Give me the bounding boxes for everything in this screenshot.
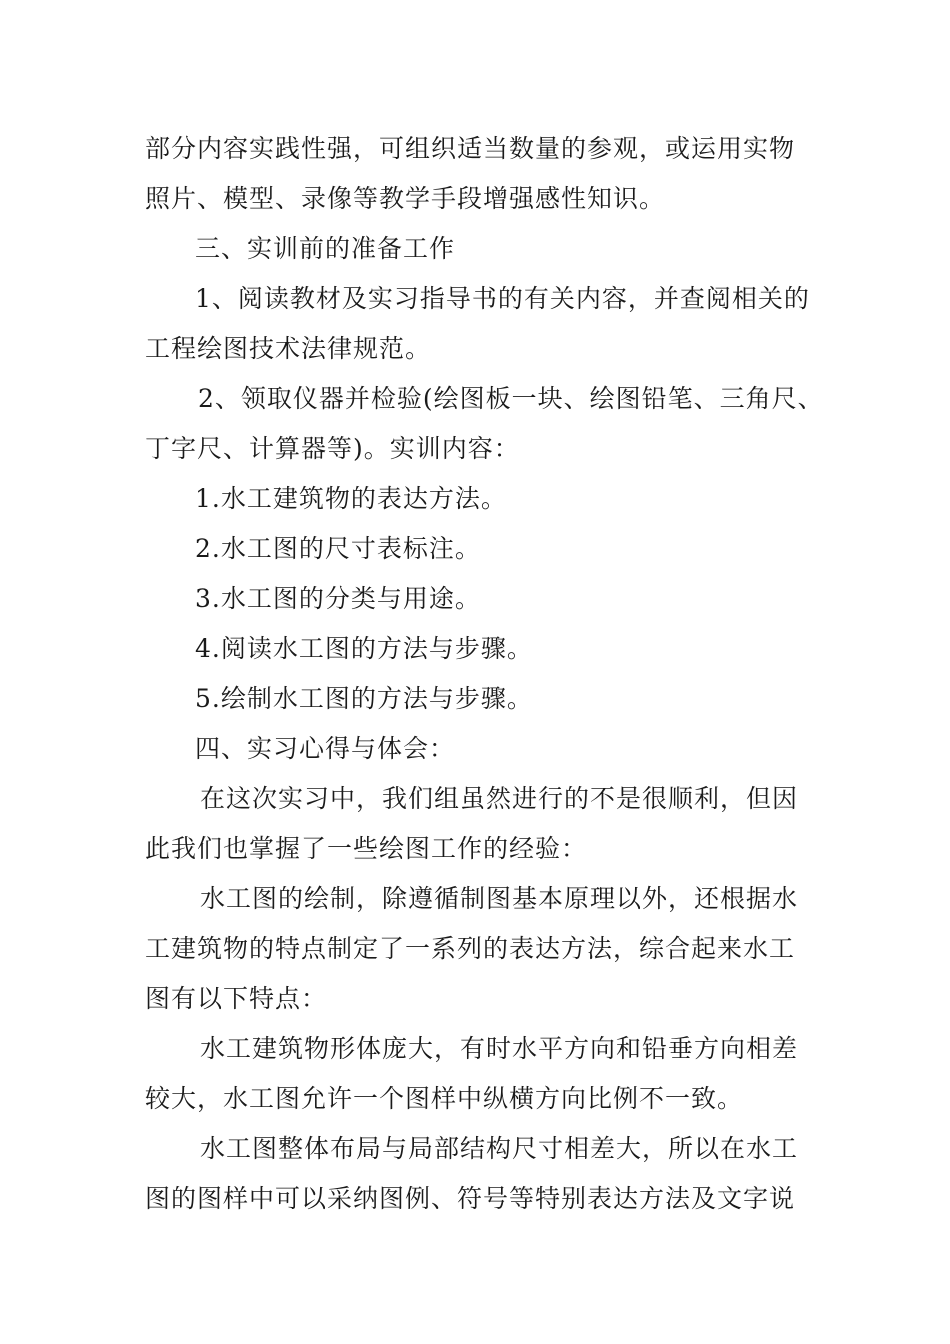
text-line: 部分内容实践性强，可组织适当数量的参观，或运用实物 (145, 134, 796, 163)
text-line: 丁字尺、计算器等)。实训内容： (145, 434, 520, 463)
text-line: 在这次实习中，我们组虽然进行的不是很顺利，但因 (200, 784, 799, 813)
text-line: 此我们也掌握了一些绘图工作的经验： (145, 834, 588, 863)
text-line: 水工建筑物形体庞大，有时水平方向和铅垂方向相差 (200, 1034, 799, 1063)
list-item: 5.绘制水工图的方法与步骤。 (195, 684, 533, 713)
text-line: 图的图样中可以采纳图例、符号等特别表达方法及文字说 (145, 1184, 796, 1213)
text-line: 较大，水工图允许一个图样中纵横方向比例不一致。 (145, 1084, 744, 1113)
section-heading: 四、实习心得与体会： (195, 734, 456, 763)
section-heading: 三、实训前的准备工作 (195, 234, 456, 263)
text-line: 工建筑物的特点制定了一系列的表达方法，综合起来水工 (145, 934, 796, 963)
text-line: 水工图的绘制，除遵循制图基本原理以外，还根据水 (200, 884, 799, 913)
text-line: 图有以下特点： (145, 984, 328, 1013)
list-item: 4.阅读水工图的方法与步骤。 (195, 634, 533, 663)
text-line: 工程绘图技术法律规范。 (145, 334, 432, 363)
text-line: 1、阅读教材及实习指导书的有关内容，并查阅相关的 (195, 284, 810, 313)
list-item: 3.水工图的分类与用途。 (195, 584, 481, 613)
text-line: 2、领取仪器并检验(绘图板一块、绘图铅笔、三角尺、 (198, 384, 824, 413)
list-item: 1.水工建筑物的表达方法。 (195, 484, 507, 513)
list-item: 2.水工图的尺寸表标注。 (195, 534, 481, 563)
text-line: 水工图整体布局与局部结构尺寸相差大，所以在水工 (200, 1134, 799, 1163)
text-line: 照片、模型、录像等教学手段增强感性知识。 (145, 184, 666, 213)
